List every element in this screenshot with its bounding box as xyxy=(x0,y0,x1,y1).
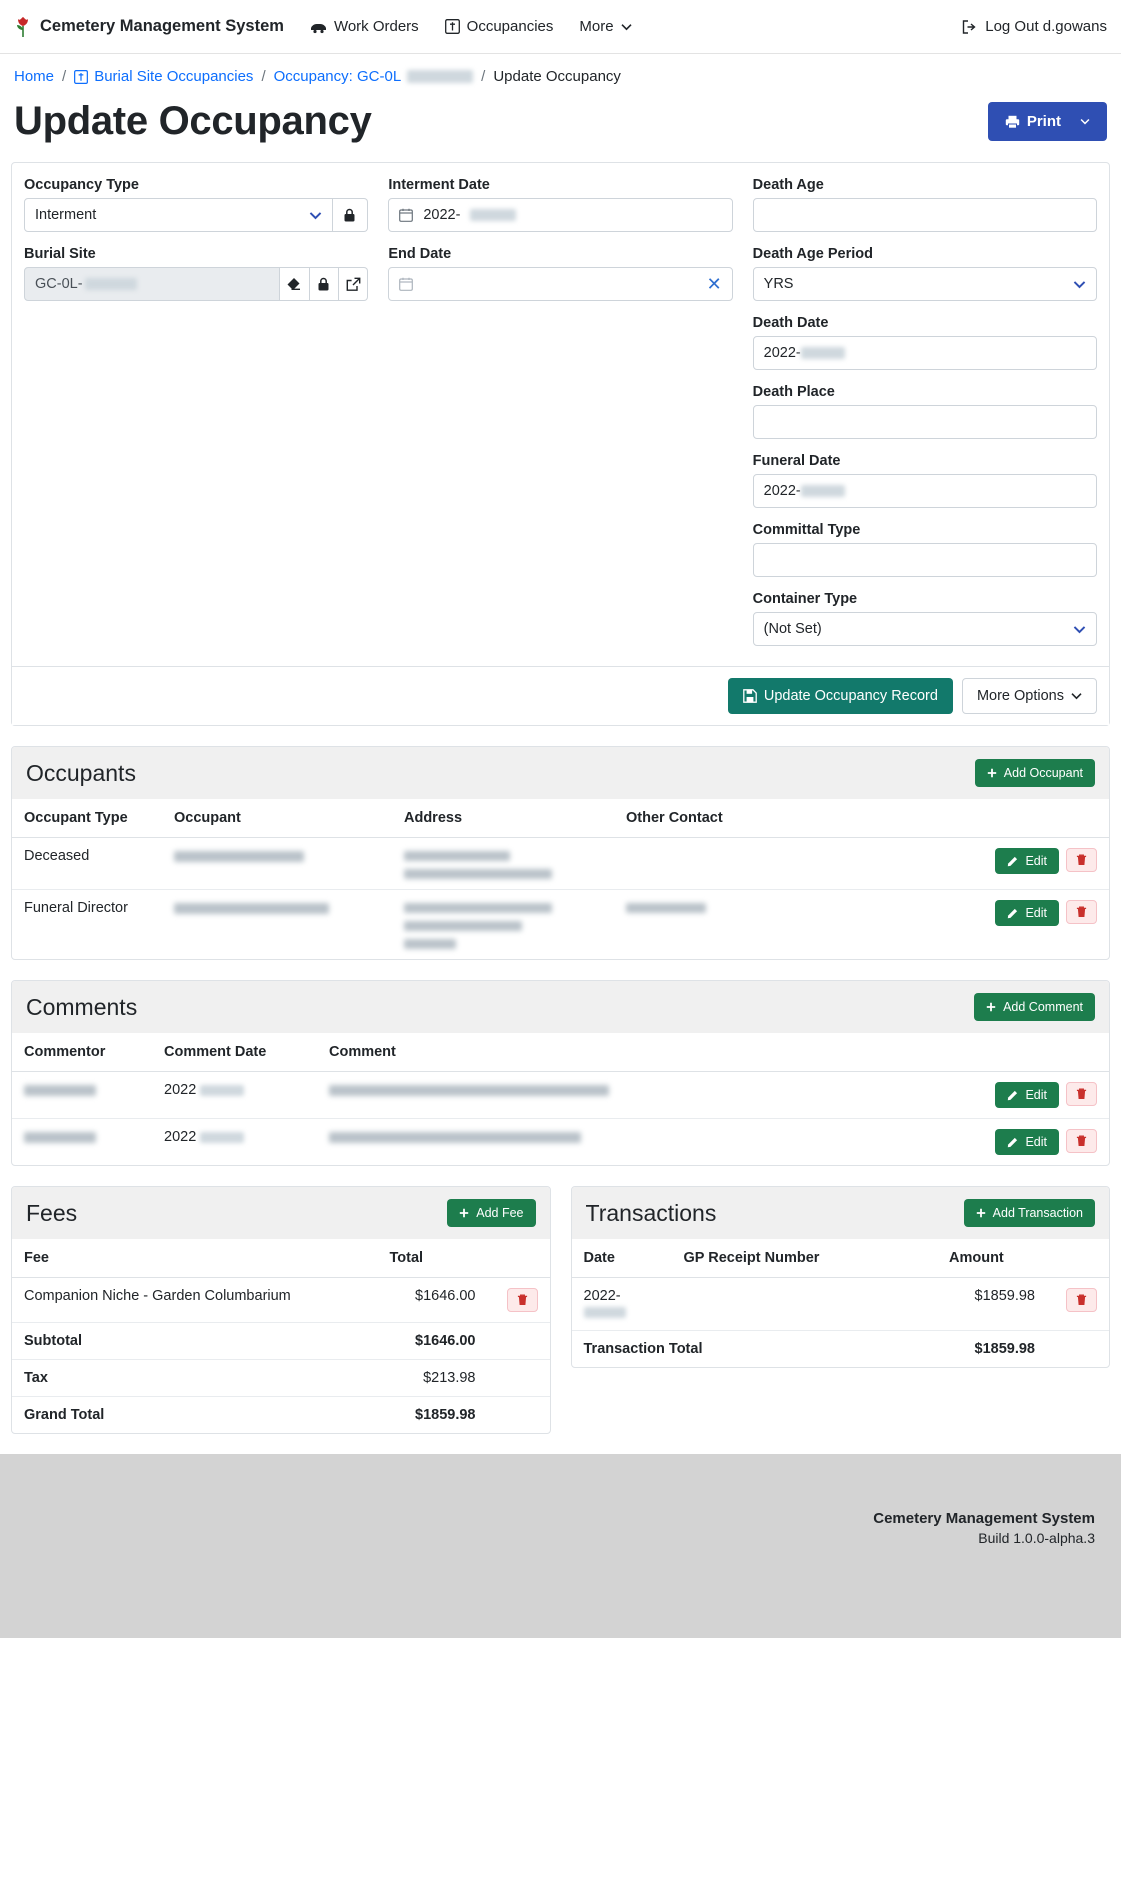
trash-icon xyxy=(1076,854,1087,866)
breadcrumb-separator: / xyxy=(62,68,67,85)
burial-site-input xyxy=(24,267,280,301)
add-fee-button[interactable] xyxy=(447,1199,535,1227)
occupancy-form-card xyxy=(11,162,1110,726)
print-label: Print xyxy=(1026,113,1061,130)
redacted-comment-text xyxy=(329,1085,609,1096)
chevron-down-icon-container-type xyxy=(1073,625,1086,634)
footer-title: Cemetery Management System xyxy=(873,1510,1095,1527)
fee-name: Companion Niche - Garden Columbarium xyxy=(12,1278,378,1323)
fee-row-actions xyxy=(500,1288,538,1312)
occupants-header xyxy=(12,747,1109,799)
comment-row-actions xyxy=(971,1129,1097,1155)
plus-icon-occupant xyxy=(987,768,997,778)
nav-item-more-label: More xyxy=(579,18,614,35)
comments-col-commentor: Commentor xyxy=(12,1033,152,1072)
death-date-label: Death Date xyxy=(752,315,829,331)
death-date-input[interactable] xyxy=(753,336,1097,370)
transactions-col-amount: Amount xyxy=(937,1239,1047,1278)
occupant-other-contact xyxy=(614,890,959,960)
breadcrumb-occupancy-label: Occupancy: GC-0L xyxy=(273,68,402,85)
chevron-down-icon-death-age-period xyxy=(1073,280,1086,289)
trash-icon xyxy=(1076,1135,1087,1147)
add-transaction-button[interactable] xyxy=(964,1199,1095,1227)
navbar-right xyxy=(962,18,1107,35)
truck-icon xyxy=(310,20,327,34)
delete-comment-button[interactable] xyxy=(1066,1082,1097,1106)
delete-occupant-button[interactable] xyxy=(1066,900,1097,924)
plus-icon-fee xyxy=(459,1208,469,1218)
comment-date xyxy=(152,1072,317,1119)
redacted-interment-date xyxy=(470,209,516,221)
funeral-date-input[interactable] xyxy=(753,474,1097,508)
field-death-place xyxy=(753,384,1097,439)
add-fee-label: Add Fee xyxy=(476,1206,524,1220)
occupant-name xyxy=(162,890,392,960)
transactions-header xyxy=(572,1187,1110,1239)
occupant-type: Deceased xyxy=(12,838,162,890)
comments-header xyxy=(12,981,1109,1033)
nav-item-occupancies-label: Occupancies xyxy=(466,18,554,35)
transactions-section xyxy=(571,1186,1111,1368)
committal-type-label: Committal Type xyxy=(752,522,861,538)
breadcrumb-occupancy[interactable] xyxy=(274,68,474,85)
transaction-date xyxy=(572,1278,672,1331)
container-type-value: (Not Set) xyxy=(763,621,822,637)
occupancy-type-value: Interment xyxy=(35,207,97,223)
fees-title: Fees xyxy=(26,1199,78,1226)
tulip-logo-icon xyxy=(14,16,32,38)
edit-comment-label: Edit xyxy=(1025,1088,1047,1102)
transactions-col-date: Date xyxy=(572,1239,672,1278)
table-row xyxy=(12,1119,1109,1166)
transactions-total-label: Transaction Total xyxy=(583,1341,703,1357)
death-age-label: Death Age xyxy=(752,177,824,193)
transactions-total-value: $1859.98 xyxy=(974,1341,1035,1357)
page-header xyxy=(0,95,1121,162)
transaction-amount: $1859.98 xyxy=(937,1278,1047,1331)
grave-icon-small xyxy=(74,70,88,84)
redacted-commentor xyxy=(24,1085,96,1096)
chevron-down-icon-occupancy-type xyxy=(309,211,322,220)
form-column-right xyxy=(753,177,1097,660)
comment-row-actions xyxy=(971,1082,1097,1108)
plus-icon-transaction xyxy=(976,1208,986,1218)
print-button[interactable] xyxy=(988,102,1107,141)
footer-build: Build 1.0.0-alpha.3 xyxy=(978,1530,1095,1546)
clear-end-date-button[interactable]: ✕ xyxy=(706,274,722,294)
transactions-table-header-row xyxy=(572,1239,1110,1278)
redacted-comment-text-2 xyxy=(329,1132,581,1143)
comment-commentor xyxy=(12,1119,152,1166)
committal-type-input[interactable] xyxy=(753,543,1097,577)
occupants-col-type: Occupant Type xyxy=(12,799,162,838)
logout-label: Log Out d.gowans xyxy=(985,18,1107,35)
add-occupant-label: Add Occupant xyxy=(1003,766,1083,780)
pencil-icon xyxy=(1007,1137,1018,1148)
death-age-period-label: Death Age Period xyxy=(752,246,873,262)
trash-icon xyxy=(517,1294,528,1306)
burial-site-lock-button[interactable] xyxy=(310,267,339,301)
logout-icon xyxy=(962,20,978,34)
calendar-icon-interment xyxy=(399,208,413,222)
edit-comment-label: Edit xyxy=(1025,1135,1047,1149)
fees-subtotal-label: Subtotal xyxy=(12,1323,378,1360)
grave-icon xyxy=(445,19,460,34)
more-options-button[interactable] xyxy=(962,678,1097,714)
form-column-left xyxy=(24,177,368,660)
breadcrumb-burial-site-occupancies[interactable] xyxy=(74,68,253,85)
transactions-total-row xyxy=(572,1331,1110,1368)
death-date-value: 2022- xyxy=(763,345,801,361)
occupants-col-occupant: Occupant xyxy=(162,799,392,838)
fees-tax-label: Tax xyxy=(12,1360,378,1397)
breadcrumb-separator-2: / xyxy=(261,68,266,85)
lock-icon xyxy=(343,208,356,223)
redacted-comment-date xyxy=(200,1085,244,1096)
page-title: Update Occupancy xyxy=(14,99,372,143)
death-age-input[interactable] xyxy=(753,198,1097,232)
add-transaction-label: Add Transaction xyxy=(992,1206,1083,1220)
fees-section xyxy=(11,1186,551,1434)
redacted-comment-date-2 xyxy=(200,1132,244,1143)
field-burial-site xyxy=(24,246,368,301)
burial-site-open-button[interactable] xyxy=(339,267,368,301)
eraser-icon xyxy=(286,277,302,291)
redacted-funeral-date xyxy=(801,485,845,497)
comment-date xyxy=(152,1119,317,1166)
occupants-col-other-contact: Other Contact xyxy=(614,799,959,838)
table-row xyxy=(12,1072,1109,1119)
occupants-section xyxy=(11,746,1110,960)
transaction-receipt xyxy=(672,1278,938,1331)
trash-icon xyxy=(1076,906,1087,918)
death-place-input[interactable] xyxy=(753,405,1097,439)
end-date-input[interactable] xyxy=(388,267,732,301)
comments-col-date: Comment Date xyxy=(152,1033,317,1072)
fees-col-actions xyxy=(488,1239,550,1278)
pencil-icon xyxy=(1007,1090,1018,1101)
edit-occupant-button[interactable] xyxy=(995,848,1059,874)
breadcrumb-home[interactable]: Home xyxy=(14,68,55,85)
container-type-label: Container Type xyxy=(752,591,858,607)
comments-section xyxy=(11,980,1110,1166)
fees-subtotal-value: $1646.00 xyxy=(378,1323,488,1360)
fees-grand-total-value: $1859.98 xyxy=(415,1407,476,1423)
comment-date-value: 2022 xyxy=(164,1129,197,1145)
add-comment-button[interactable] xyxy=(974,993,1095,1021)
trash-icon xyxy=(1076,1294,1087,1306)
fees-subtotal-row xyxy=(12,1323,550,1360)
comments-title: Comments xyxy=(26,993,138,1020)
redacted-address-line-2 xyxy=(404,869,552,879)
field-death-date xyxy=(753,315,1097,370)
delete-transaction-button[interactable] xyxy=(1066,1288,1097,1312)
lock-icon-burial-site xyxy=(317,277,330,292)
nav-item-more[interactable] xyxy=(579,18,631,35)
redacted-burial-site-id xyxy=(85,278,137,290)
comments-col-actions xyxy=(959,1033,1109,1072)
redacted-address2-line-1 xyxy=(404,903,552,913)
occupancy-type-label: Occupancy Type xyxy=(24,177,139,193)
redacted-death-date xyxy=(801,347,845,359)
occupants-col-address: Address xyxy=(392,799,614,838)
redacted-address2-line-3 xyxy=(404,939,456,949)
interment-date-value: 2022- xyxy=(423,207,461,223)
chevron-down-icon-more-options xyxy=(1071,692,1082,700)
occupancy-form-actions xyxy=(12,666,1109,725)
add-comment-label: Add Comment xyxy=(1003,1000,1083,1014)
death-place-label: Death Place xyxy=(752,384,835,400)
nav-item-work-orders[interactable] xyxy=(310,18,419,35)
external-link-icon xyxy=(346,277,361,292)
transactions-col-actions xyxy=(1047,1239,1109,1278)
occupant-name xyxy=(162,838,392,890)
field-funeral-date xyxy=(753,453,1097,508)
redacted-address-line-1 xyxy=(404,851,510,861)
field-occupancy-type xyxy=(24,177,368,232)
occupant-row-actions xyxy=(971,900,1097,926)
pencil-icon xyxy=(1007,856,1018,867)
occupancy-type-select[interactable] xyxy=(24,198,333,232)
fees-header xyxy=(12,1187,550,1239)
field-committal-type xyxy=(753,522,1097,577)
fees-grand-total-label: Grand Total xyxy=(24,1407,105,1423)
funeral-date-label: Funeral Date xyxy=(752,453,841,469)
fees-grand-total-row xyxy=(12,1397,550,1434)
table-row xyxy=(12,838,1109,890)
fees-col-total: Total xyxy=(378,1239,488,1278)
nav-item-occupancies[interactable] xyxy=(445,18,554,35)
form-column-middle xyxy=(388,177,732,660)
occupants-col-actions xyxy=(959,799,1109,838)
pencil-icon xyxy=(1007,908,1018,919)
interment-date-label: Interment Date xyxy=(388,177,490,193)
comment-date-value: 2022 xyxy=(164,1082,197,1098)
plus-icon-comment xyxy=(986,1002,996,1012)
fees-tax-value: $213.98 xyxy=(378,1360,488,1397)
comments-col-comment: Comment xyxy=(317,1033,959,1072)
interment-date-input[interactable] xyxy=(388,198,732,232)
field-death-age xyxy=(753,177,1097,232)
fees-table-header-row xyxy=(12,1239,550,1278)
redacted-phone xyxy=(626,903,706,913)
transactions-title: Transactions xyxy=(585,1199,717,1226)
edit-comment-button[interactable] xyxy=(995,1082,1059,1108)
comment-text xyxy=(317,1072,959,1119)
transactions-col-receipt: GP Receipt Number xyxy=(672,1239,938,1278)
occupant-address xyxy=(392,838,614,890)
field-interment-date xyxy=(388,177,732,232)
death-age-period-value: YRS xyxy=(763,276,794,292)
breadcrumb xyxy=(0,54,1121,95)
occupancy-form-body xyxy=(12,163,1109,666)
occupant-row-actions xyxy=(971,848,1097,874)
delete-comment-button[interactable] xyxy=(1066,1129,1097,1153)
delete-fee-button[interactable] xyxy=(507,1288,538,1312)
edit-occupant-label: Edit xyxy=(1025,854,1047,868)
table-row xyxy=(572,1278,1110,1331)
occupant-type: Funeral Director xyxy=(24,900,128,916)
more-options-label: More Options xyxy=(976,688,1064,704)
trash-icon xyxy=(1076,1088,1087,1100)
occupants-table-header-row xyxy=(12,799,1109,838)
breadcrumb-burial-site-occupancies-label: Burial Site Occupancies xyxy=(94,68,254,85)
fees-tax-row xyxy=(12,1360,550,1397)
redacted-address2-line-2 xyxy=(404,921,522,931)
save-icon xyxy=(743,689,757,703)
top-navbar xyxy=(0,0,1121,54)
end-date-label: End Date xyxy=(388,246,452,262)
field-container-type xyxy=(753,591,1097,646)
occupant-other-contact xyxy=(614,838,959,890)
death-age-period-select[interactable] xyxy=(753,267,1097,301)
logout-link[interactable] xyxy=(962,18,1107,35)
transaction-date-value: 2022- xyxy=(583,1288,621,1304)
comments-table xyxy=(12,1033,1109,1165)
redacted-occupant-name xyxy=(174,851,304,862)
nav-item-work-orders-label: Work Orders xyxy=(333,18,419,35)
brand[interactable] xyxy=(14,16,284,38)
fees-col-fee: Fee xyxy=(12,1239,378,1278)
funeral-date-value: 2022- xyxy=(763,483,801,499)
transactions-table xyxy=(572,1239,1110,1367)
container-type-select[interactable] xyxy=(753,612,1097,646)
comment-commentor xyxy=(12,1072,152,1119)
fees-transactions-row xyxy=(11,1186,1110,1434)
occupant-address xyxy=(392,890,614,960)
edit-comment-button[interactable] xyxy=(995,1129,1059,1155)
burial-site-value: GC-0L- xyxy=(35,276,83,292)
field-end-date xyxy=(388,246,732,301)
table-row xyxy=(12,1278,550,1323)
redacted-occupant-name-2 xyxy=(174,903,329,914)
burial-site-clear-button[interactable] xyxy=(280,267,309,301)
calendar-icon-end-date xyxy=(399,277,413,291)
occupants-title: Occupants xyxy=(26,759,136,786)
fee-total: $1646.00 xyxy=(378,1278,488,1323)
chevron-down-icon-print xyxy=(1080,118,1090,125)
burial-site-group xyxy=(24,267,368,301)
occupancy-form-grid xyxy=(24,177,1097,660)
add-occupant-button[interactable] xyxy=(975,759,1095,787)
occupants-table xyxy=(12,799,1109,959)
edit-occupant-label: Edit xyxy=(1025,906,1047,920)
delete-occupant-button[interactable] xyxy=(1066,848,1097,872)
redacted-occupancy-id xyxy=(407,70,473,83)
redacted-commentor-2 xyxy=(24,1132,96,1143)
burial-site-label: Burial Site xyxy=(24,246,96,262)
occupancy-type-lock-button[interactable] xyxy=(333,198,369,232)
table-row xyxy=(12,890,1109,960)
chevron-down-icon xyxy=(621,23,632,31)
fees-table xyxy=(12,1239,550,1433)
occupancy-type-group xyxy=(24,198,368,232)
printer-icon xyxy=(1005,115,1020,129)
transaction-row-actions xyxy=(1059,1288,1097,1312)
page-footer xyxy=(0,1454,1121,1638)
brand-label: Cemetery Management System xyxy=(40,17,284,35)
update-occupancy-record-button[interactable] xyxy=(728,678,953,714)
edit-occupant-button[interactable] xyxy=(995,900,1059,926)
breadcrumb-current: Update Occupancy xyxy=(493,68,621,85)
comment-text xyxy=(317,1119,959,1166)
field-death-age-period xyxy=(753,246,1097,301)
update-occupancy-record-label: Update Occupancy Record xyxy=(763,688,938,704)
redacted-transaction-date xyxy=(584,1307,626,1318)
comments-table-header-row xyxy=(12,1033,1109,1072)
breadcrumb-separator-3: / xyxy=(481,68,486,85)
